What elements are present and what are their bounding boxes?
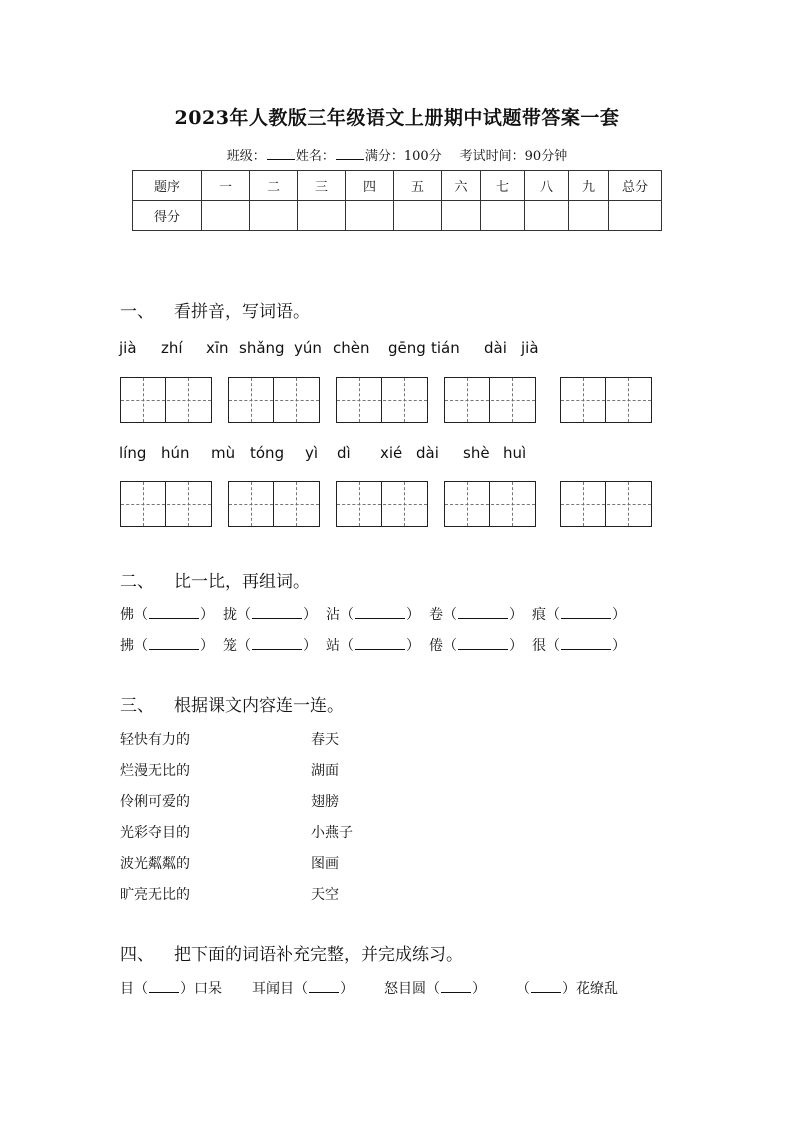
idiom-item: 目（ ）口呆 bbox=[120, 981, 222, 997]
pinyin: jià bbox=[521, 339, 539, 357]
section-1-heading: 一、 看拼音，写词语。 bbox=[120, 302, 310, 322]
match-left-item[interactable]: 烂漫无比的 bbox=[120, 763, 190, 779]
match-right-item[interactable]: 天空 bbox=[311, 887, 339, 903]
score-input-cell[interactable] bbox=[394, 201, 442, 231]
pinyin: yún bbox=[294, 339, 322, 357]
table-cell: 七 bbox=[481, 171, 525, 201]
table-cell: 八 bbox=[525, 171, 569, 201]
score-input-cell[interactable] bbox=[202, 201, 250, 231]
score-table bbox=[132, 170, 662, 231]
compare-item: 拂（ ） bbox=[120, 638, 214, 654]
writing-grid[interactable] bbox=[444, 377, 536, 423]
compare-item: 卷（ ） bbox=[429, 607, 523, 623]
match-left-item[interactable]: 伶俐可爱的 bbox=[120, 794, 190, 810]
match-right-item[interactable]: 图画 bbox=[311, 856, 339, 872]
match-right-item[interactable]: 湖面 bbox=[311, 763, 339, 779]
score-input-cell[interactable] bbox=[442, 201, 481, 231]
answer-blank[interactable] bbox=[309, 980, 339, 993]
score-input-cell[interactable] bbox=[481, 201, 525, 231]
table-cell: 总分 bbox=[609, 171, 662, 201]
score-input-cell[interactable] bbox=[250, 201, 298, 231]
idiom-item: 怒目圆（ ） bbox=[384, 981, 486, 997]
table-cell: 三 bbox=[298, 171, 346, 201]
pinyin: zhí bbox=[161, 339, 183, 357]
table-cell: 二 bbox=[250, 171, 298, 201]
table-cell: 九 bbox=[569, 171, 609, 201]
answer-blank[interactable] bbox=[441, 980, 471, 993]
answer-blank[interactable] bbox=[149, 637, 199, 650]
answer-blank[interactable] bbox=[355, 637, 405, 650]
compare-item: 痕（ ） bbox=[532, 607, 626, 623]
compare-item: 很（ ） bbox=[532, 638, 626, 654]
answer-blank[interactable] bbox=[252, 606, 302, 619]
compare-item: 佛（ ） bbox=[120, 607, 214, 623]
score-input-cell[interactable] bbox=[569, 201, 609, 231]
match-right-item[interactable]: 春天 bbox=[311, 732, 339, 748]
pinyin: huì bbox=[503, 444, 527, 462]
section-3-heading: 三、 根据课文内容连一连。 bbox=[120, 696, 344, 716]
pinyin: líng bbox=[119, 444, 147, 462]
writing-grid[interactable] bbox=[120, 377, 212, 423]
writing-grid[interactable] bbox=[560, 377, 652, 423]
compare-row-1 bbox=[120, 604, 635, 624]
compare-item: 笼（ ） bbox=[223, 638, 317, 654]
answer-blank[interactable] bbox=[458, 637, 508, 650]
compare-item: 倦（ ） bbox=[429, 638, 523, 654]
pinyin: hún bbox=[161, 444, 190, 462]
pinyin: shè bbox=[463, 444, 490, 462]
score-input-cell[interactable] bbox=[298, 201, 346, 231]
writing-grid[interactable] bbox=[228, 377, 320, 423]
compare-item: 沾（ ） bbox=[326, 607, 420, 623]
table-cell: 一 bbox=[202, 171, 250, 201]
score-input-cell[interactable] bbox=[609, 201, 662, 231]
pinyin: xīn bbox=[206, 339, 229, 357]
section-2-heading: 二、 比一比，再组词。 bbox=[120, 572, 310, 592]
name-blank bbox=[336, 148, 364, 160]
answer-blank[interactable] bbox=[149, 980, 179, 993]
writing-grid[interactable] bbox=[560, 481, 652, 527]
table-cell: 六 bbox=[442, 171, 481, 201]
writing-grid[interactable] bbox=[336, 481, 428, 527]
writing-grid[interactable] bbox=[336, 377, 428, 423]
answer-blank[interactable] bbox=[458, 606, 508, 619]
writing-grid[interactable] bbox=[444, 481, 536, 527]
score-table-header-row bbox=[133, 171, 662, 201]
section-4-heading: 四、 把下面的词语补充完整，并完成练习。 bbox=[120, 945, 463, 965]
compare-item: 拢（ ） bbox=[223, 607, 317, 623]
page-title: 2023年人教版三年级语文上册期中试题带答案一套 bbox=[174, 107, 620, 129]
answer-blank[interactable] bbox=[149, 606, 199, 619]
idiom-row bbox=[120, 978, 648, 998]
pinyin: dài bbox=[416, 444, 439, 462]
table-cell: 得分 bbox=[133, 201, 202, 231]
writing-grid[interactable] bbox=[120, 481, 212, 527]
pinyin: gēng bbox=[388, 339, 426, 357]
answer-blank[interactable] bbox=[355, 606, 405, 619]
table-cell: 题序 bbox=[133, 171, 202, 201]
answer-blank[interactable] bbox=[561, 637, 611, 650]
pinyin: tóng bbox=[250, 444, 285, 462]
match-right-item[interactable]: 翅膀 bbox=[311, 794, 339, 810]
match-left-item[interactable]: 旷亮无比的 bbox=[120, 887, 190, 903]
match-right-item[interactable]: 小燕子 bbox=[311, 825, 353, 841]
compare-row-2 bbox=[120, 635, 635, 655]
match-left-item[interactable]: 光彩夺目的 bbox=[120, 825, 190, 841]
idiom-item: 耳闻目（ ） bbox=[252, 981, 354, 997]
match-left-item[interactable]: 轻快有力的 bbox=[120, 732, 190, 748]
exam-info bbox=[0, 145, 794, 164]
answer-blank[interactable] bbox=[561, 606, 611, 619]
pinyin: tián bbox=[431, 339, 460, 357]
score-input-cell[interactable] bbox=[346, 201, 394, 231]
pinyin: shǎng bbox=[239, 339, 285, 357]
pinyin: mù bbox=[211, 444, 236, 462]
answer-blank[interactable] bbox=[252, 637, 302, 650]
score-input-cell[interactable] bbox=[525, 201, 569, 231]
idiom-item: （ ）花缭乱 bbox=[516, 981, 618, 997]
score-table-score-row bbox=[133, 201, 662, 231]
pinyin: jià bbox=[119, 339, 137, 357]
compare-item: 站（ ） bbox=[326, 638, 420, 654]
pinyin: yì bbox=[305, 444, 319, 462]
writing-grid[interactable] bbox=[228, 481, 320, 527]
pinyin: dì bbox=[337, 444, 351, 462]
pinyin: dài bbox=[484, 339, 507, 357]
table-cell: 五 bbox=[394, 171, 442, 201]
match-left-item[interactable]: 波光粼粼的 bbox=[120, 856, 190, 872]
name-label: 姓名： bbox=[295, 149, 335, 164]
table-cell: 四 bbox=[346, 171, 394, 201]
class-label: 班级： bbox=[226, 149, 266, 164]
pinyin: chèn bbox=[333, 339, 370, 357]
pinyin: xié bbox=[380, 444, 403, 462]
full-score: 满分：100分 bbox=[364, 149, 442, 164]
exam-time: 考试时间：90分钟 bbox=[459, 149, 568, 164]
answer-blank[interactable] bbox=[531, 980, 561, 993]
class-blank bbox=[267, 148, 295, 160]
